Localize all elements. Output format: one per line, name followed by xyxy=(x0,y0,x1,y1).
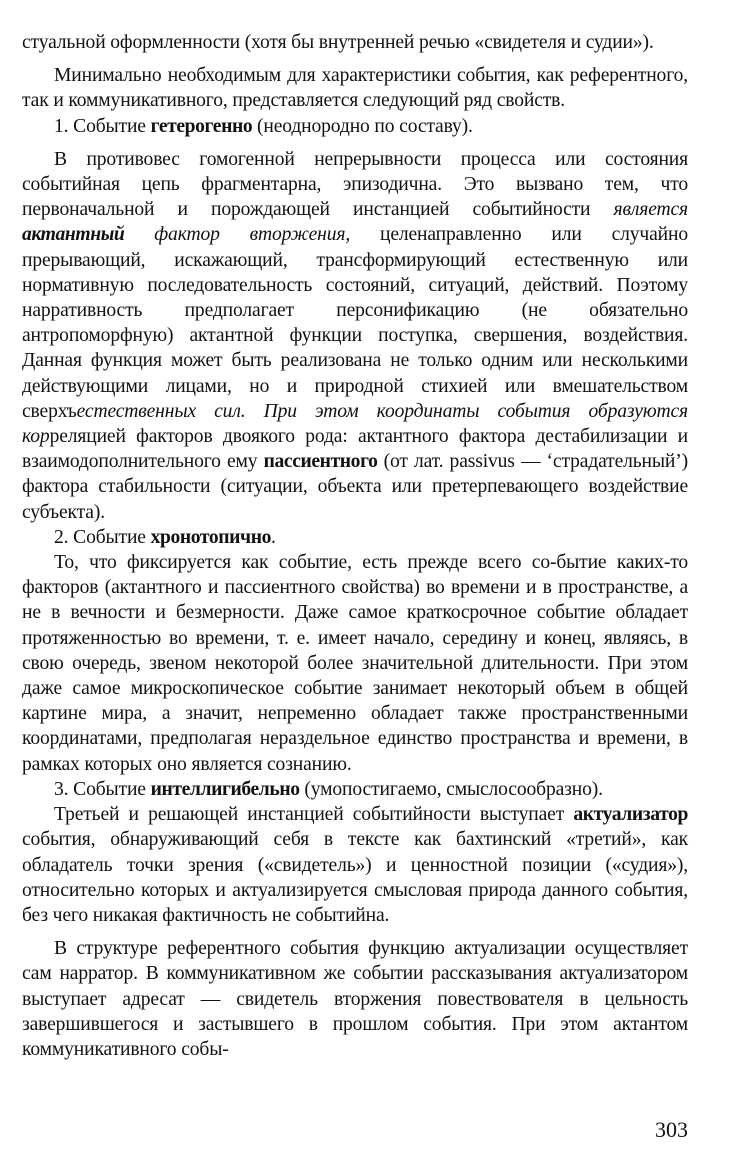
page-body xyxy=(22,30,688,1062)
bold-term: гетерогенно xyxy=(150,115,253,137)
bold-term: актантный xyxy=(22,224,125,246)
text-run: (неоднородно по составу). xyxy=(252,115,473,137)
text-run: (умопостигаемо, смыслосообразно). xyxy=(299,778,603,800)
text-run: Третьей и решающей инстанцией событийности выступает xyxy=(54,804,574,826)
paragraph xyxy=(22,30,688,55)
paragraph xyxy=(22,147,688,525)
text-run: 3. Событие xyxy=(54,778,151,800)
bold-term: актуализатор xyxy=(573,804,688,826)
text-run: То, что фиксируется как событие, есть прежде всего со-бытие каких-то факторов (актантного и пассиентного свойства) во времени и в пространстве, а не в вечности и безмерности. Даже самое краткосрочное событие обладает протяженностью во времени, т. е. имеет начало, середину и конец, являясь, в свою очередь, звеном некоторой более значительной длительности. При этом даже самое микроскопическое событие занимает некоторый объем в общей картине мира, а значит, непременно обладает также пространственными координатами, предполагая нераздельное единство пространства и времени, в рамках которых оно является сознанию. xyxy=(22,552,688,775)
text-run: Минимально необходимым для характеристики события, как референтного, так и коммуникативного, представляется следующий ряд свойств. xyxy=(22,65,688,112)
paragraph xyxy=(22,777,688,802)
text-run: В структуре референтного события функцию актуализации осуществляет сам нарратор. В коммуникативном же событии рассказывания актуализатором выступает адресат — свидетель вторжения повествователя в цельность завершившегося и застывшего в прошлом события. При этом актантом коммуникативного собы- xyxy=(22,938,688,1060)
bold-term: интеллигибельно xyxy=(150,778,300,800)
text-run: В противовес гомогенной непрерывности процесса или состояния событийная цепь фрагментарна, эпизодична. Это вызвано тем, что первоначальной и порождающей инстанцией событийности xyxy=(22,148,688,221)
page-number: 303 xyxy=(655,1117,688,1142)
text-run: (от лат. passivus — ‘страдательный’) фактора стабильности (ситуации, объекта или претерпевающего воздействие субъекта). xyxy=(22,451,688,523)
paragraph xyxy=(22,63,688,113)
text-run: 2. Событие xyxy=(54,526,151,548)
bold-term: хронотопично xyxy=(150,526,271,548)
text-run: целенаправленно или случайно прерывающий, искажающий, трансформирующий естественную или нормативную последовательность состояний, ситуаций, действий. Поэтому нарративность предполагает персонификацию (не обязательно антропоморфную) актантной функции поступка, свершения, воздействия. Данная функция может быть реализована не только одним или несколькими действующими лицами, но и природной стихией или вмешательством сверхъ xyxy=(22,224,688,422)
text-run: реляцией факторов двоякого рода: актантного фактора дестабилизации и взаимодополнительного ему xyxy=(22,426,688,473)
text-run: стуальной оформленности (хотя бы внутренней речью «свидетеля и судии»). xyxy=(22,32,654,53)
text-run: является xyxy=(613,199,688,221)
text-run: события, обнаруживающий себя в тексте как бахтинский «третий», как обладатель точки зрения («свидетель») и ценностной позиции («судия»), относительно которых и актуализируется смысловая природа данного события, без чего никакая фактичность не событийна. xyxy=(22,829,688,926)
bold-term: пассиентного xyxy=(263,451,378,473)
paragraph xyxy=(22,802,688,928)
text-run: 1. Событие xyxy=(54,115,151,137)
paragraph xyxy=(22,550,688,777)
paragraph xyxy=(22,114,688,139)
text-run: естественных сил. При этом координаты события образуются кор xyxy=(22,400,688,448)
paragraph xyxy=(22,936,688,1062)
paragraph xyxy=(22,525,688,550)
text-run: . xyxy=(271,526,276,548)
text-run: фактор вторжения, xyxy=(124,224,380,246)
